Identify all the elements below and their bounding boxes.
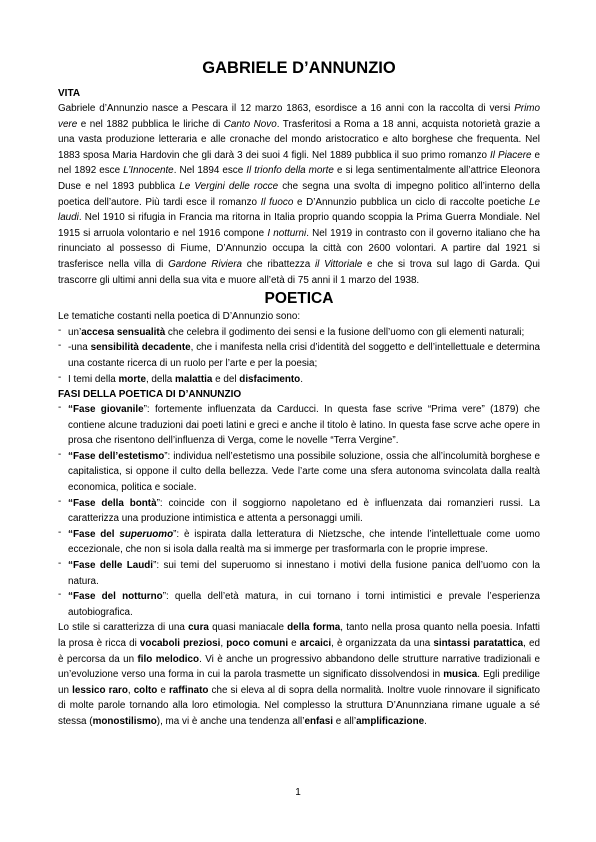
document-page <box>58 58 540 730</box>
text-segment: Lo stile si caratterizza di una <box>58 622 189 634</box>
text-segment: musica <box>443 669 478 681</box>
text-segment: e nel 1882 pubblica le liriche di <box>77 118 224 130</box>
text-segment: accesa sensualità <box>81 326 166 338</box>
text-segment: sintassi paratattica <box>433 638 524 649</box>
fasi-list-item <box>58 527 540 558</box>
text-segment: della forma <box>287 622 341 634</box>
text-segment: raffinato <box>168 684 209 696</box>
text-segment: disfacimento <box>239 373 301 385</box>
text-segment: Gardone Riviera <box>168 258 242 270</box>
text-segment: Le laudi <box>58 196 540 224</box>
text-segment: filo melodico <box>137 653 200 665</box>
text-segment: . Trasferitosi a Roma a 18 anni, acquista notorietà grazie a una vasta produzione letteraria e alle cronache del mondo aristocratico e alto borghese che frequenta. Nel 1883 sposa Maria Hardovin che gli darà 3 dei suoi 4 figli. Nel 1889 pubblica il suo primo romanzo <box>58 118 540 161</box>
text-segment: quasi maniacale <box>208 622 288 634</box>
text-segment: ), ma vi è anche una tendenza all’ <box>156 715 305 727</box>
text-segment: e nel 1892 esce <box>58 149 540 177</box>
vita-heading: VITA <box>58 88 81 99</box>
text-segment: Gabriele d’Annunzio nasce a Pescara il 12 marzo 1863, esordisce a 16 anni con la raccolta di versi <box>58 103 515 114</box>
poetica-list <box>58 325 540 387</box>
text-segment: Il trionfo della morte <box>246 165 334 177</box>
text-segment: . Nel 1919 in contrasto con il governo italiano che ha rinunciato al possesso di Fiume, D’Annunzio occupa la città con 2600 volontari. A partire dal 1921 si trasferisce nella villa di <box>58 227 540 270</box>
text-segment: , <box>127 684 134 696</box>
text-segment: . Egli predilige un <box>58 669 540 696</box>
text-segment: che celebra il godimento dei sensi e la fusione dell’uomo con gli elementi naturali; <box>165 326 525 338</box>
vita-paragraph <box>58 101 540 288</box>
text-segment: , è organizzata da una <box>331 638 434 649</box>
text-segment: che segna una svolta di impegno politico all’interno della poetica dell’autore. Più tardi esce il romanzo <box>58 180 540 208</box>
text-segment: monostilismo <box>92 715 157 727</box>
text-segment: superuomo <box>119 528 174 540</box>
poetica-list-item <box>58 340 540 371</box>
text-segment: -una <box>68 342 91 354</box>
text-segment: “Fase giovanile <box>68 404 144 416</box>
text-segment: e <box>157 684 169 696</box>
fasi-list-item <box>58 496 540 527</box>
text-segment: . Vi è anche un progressivo abbandono delle strutture narrative tradizionali e un’evoluzione verso una forma in cui la parola trasmette un significato dissolvendosi in <box>58 653 540 681</box>
fasi-list-item <box>58 558 540 589</box>
poetica-heading: POETICA <box>264 290 334 308</box>
stile-paragraph <box>58 620 540 729</box>
text-segment: ”: fortemente influenzata da Carducci. In questa fase scrive “Prima vere” (1879) che contiene alcune traduzioni dai poeti latini e greci e anche il titolo è latino. In questa fase scrve ache opere in prosa che risentono dell’influenza di Verga, come le novelle “Terra Vergine”. <box>68 404 540 447</box>
fasi-heading: FASI DELLA POETICA DI D’ANNUNZIO <box>58 389 242 401</box>
text-segment: L’Innocente <box>123 165 174 177</box>
text-segment: arcaici <box>299 638 332 649</box>
text-segment: malattia <box>175 373 213 385</box>
text-segment: vocaboli preziosi <box>139 638 221 649</box>
text-segment: Canto Novo <box>223 118 277 130</box>
text-segment: che si eleva al di sopra della normalità. Inoltre vuole rinnovare il significato di molte parole tornando alla loro etimologia. Nel complesso la struttura D’Anunnziana rimane uguale a sé stessa ( <box>58 684 540 727</box>
page-number: 1 <box>295 787 301 798</box>
text-segment: . <box>300 373 303 385</box>
text-segment: Il fuoco <box>260 196 294 208</box>
text-segment: poco comuni <box>226 638 289 649</box>
text-segment: lessico raro <box>72 684 128 696</box>
text-segment: amplificazione <box>356 715 425 727</box>
fasi-list-item <box>58 589 540 620</box>
text-segment: . Nel 1910 si rifugia in Francia ma ritorna in Italia proprio quando scoppia la Prima Guerra Mondiale. Nel 1915 si arruola volontario e nel 1916 compone <box>58 212 540 239</box>
text-segment: . Nel 1894 esce <box>173 165 247 177</box>
text-segment: I notturni <box>267 227 307 239</box>
fasi-list-item <box>58 449 540 496</box>
text-segment: il Vittoriale <box>314 258 363 270</box>
text-segment: colto <box>133 684 158 696</box>
text-segment: “Fase della bontà <box>68 497 157 509</box>
text-segment: ”: è ispirata dalla letteratura di Nietzsche, che intende l’intellettuale come uomo eccezionale, che non si isola dalla realtà ma si immerge per trasformarla con le proprie imprese. <box>68 528 541 556</box>
text-segment: enfasi <box>304 715 333 727</box>
text-segment: e D’Annunzio pubblica un ciclo di raccolte poetiche <box>293 196 530 208</box>
text-segment: Primo vere <box>58 103 540 130</box>
text-segment: e <box>288 638 300 649</box>
text-segment: ”: quella dell’età matura, in cui tornano i torni intimistici e prevale l’esperienza autobiografica. <box>68 591 540 618</box>
fasi-list <box>58 402 540 620</box>
text-segment: che ribattezza <box>241 258 315 270</box>
text-segment: , della <box>145 373 176 385</box>
text-segment: , che i manifesta nella crisi d’identità del soggetto e dell’intellettuale e determina una costante ricerca di un ruolo per l’arte e per la poesia; <box>68 342 540 369</box>
text-segment: “Fase del <box>68 528 120 540</box>
text-segment: un’ <box>68 326 82 338</box>
text-segment: ”: individua nell’estetismo una possibile soluzione, ossia che all’incolumità borghese e capitalistica, si oppone il culto della bellezza. Vede l’arte come una sfera autonoma svincolata dalla realtà economica, politica e sociale. <box>68 450 540 494</box>
text-segment: e del <box>212 373 240 385</box>
poetica-intro: Le tematiche costanti nella poetica di D’Annunzio sono: <box>58 311 301 323</box>
fasi-list-item <box>58 402 540 449</box>
text-segment: Le Vergini delle rocce <box>179 180 279 192</box>
text-segment: sensibilità decadente <box>90 342 191 354</box>
text-segment: , tanto nella prosa quanto nella poesia. Infatti la prosa è ricca di <box>58 622 540 649</box>
text-segment: cura <box>188 622 209 634</box>
text-segment: I temi della <box>68 373 119 385</box>
text-segment: , <box>220 638 227 649</box>
text-segment: “Fase delle Laudi <box>68 560 154 572</box>
text-segment: Il Piacere <box>490 149 532 161</box>
text-segment: ”: coincide con il soggiorno napoletano ed è influenzata dai romanzieri russi. La caratterizza una produzione intimistica e attenta a personaggi umili. <box>68 497 540 525</box>
text-segment: ”: sui temi del superuomo si innestano i motivi della fusione panica dell’uomo con la natura. <box>68 560 540 587</box>
text-segment: e che si trova sul lago di Garda. Qui trascorre gli ultimi anni della sua vita e muore all’età di 75 anni il 1 marzo del 1938. <box>58 258 540 286</box>
text-segment: “Fase dell’estetismo <box>68 450 165 462</box>
poetica-list-item <box>58 325 540 341</box>
text-segment: “Fase del notturno <box>68 591 163 603</box>
page-title: GABRIELE D’ANNUNZIO <box>202 59 396 77</box>
text-segment: morte <box>118 373 146 385</box>
text-segment: e all’ <box>333 715 357 727</box>
text-segment: , ed è percorsa da un <box>58 638 540 665</box>
poetica-list-item <box>58 372 540 388</box>
text-segment: . <box>424 715 427 727</box>
text-segment: e si lega sentimentalmente all’attrice Eleonora Duse e nel 1893 pubblica <box>58 165 540 192</box>
